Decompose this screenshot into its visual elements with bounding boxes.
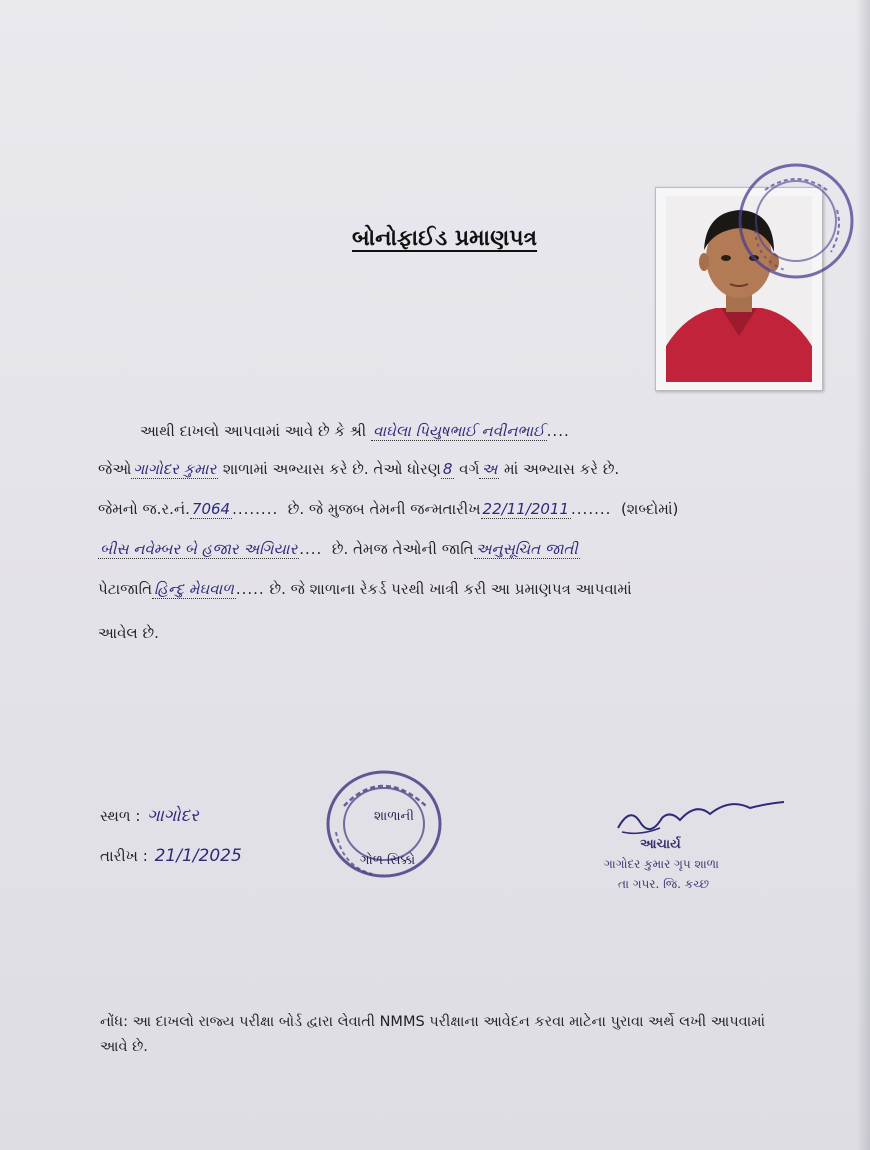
body-line-1: આથી દાખલો આપવામાં આવે છે કે શ્રી વાઘેલા પિયુષભાઈ નવીનભાઈ .... — [140, 422, 570, 440]
caste: અનુસૂચિત જાતી — [475, 540, 578, 558]
date-value: 21/1/2025 — [154, 846, 242, 866]
birth-date-words: બીસ નવેમ્બર બે હજાર અગિયાર — [100, 540, 298, 558]
place-value: ગાગોદર — [147, 806, 199, 826]
principal-signature-block — [600, 788, 800, 898]
sub-caste: હિન્દુ મેઘવાળ — [154, 580, 234, 598]
date-row: તારીખ : 21/1/2025 — [100, 846, 242, 866]
paper-edge-shadow — [856, 0, 870, 1150]
student-standard: 8 — [442, 460, 453, 478]
certificate-title: બોનોફાઈડ પ્રમાણપત્ર — [352, 226, 538, 251]
seal-text-line2: ગોળ સિક્કો — [360, 853, 416, 868]
body-line-6: આવેલ છે. — [98, 624, 159, 642]
place-row: સ્થળ : ગાગોદર — [100, 806, 199, 826]
principal-school: ગાગોદર કુમાર ગૃપ શાળા — [604, 857, 719, 871]
school-name: ગાગોદર કુમાર — [133, 460, 217, 478]
footnote: નોંધ: આ દાખલો રાજ્ય પરીક્ષા બોર્ડ દ્વારા લેવાતી NMMS પરીક્ષાના આવેદન કરવા માટેના પુરાવા અર્થે લખી આપવામાં આવે છે. — [100, 1014, 766, 1056]
body-line-5: પેટાજાતિ હિન્દુ મેઘવાળ ..... છે. જે શાળાના રેકર્ડ પરથી ખાત્રી કરી આ પ્રમાણપત્ર આપવામાં — [98, 580, 632, 598]
principal-title: આચાર્ય — [640, 837, 681, 852]
seal-text-line1: શાળાની — [374, 809, 414, 824]
principal-address: તા ગપર. જિ. કચ્છ — [618, 877, 709, 891]
student-name: વાઘેલા પિયુષભાઈ નવીનભાઈ — [372, 422, 545, 440]
principal-signature — [618, 802, 784, 829]
body-line-4: બીસ નવેમ્બર બે હજાર અગિયાર .... છે. તેમજ તેઓની જાતિ અનુસૂચિત જાતી — [100, 540, 578, 558]
body-line-3: જેમનો જ.ર.નં. 7064 ........ છે. જે મુજબ તેમની જન્મતારીખ 22/11/2011 ....... (શબ્દોમાં) — [98, 500, 679, 518]
school-round-seal — [322, 766, 452, 884]
body-line-2: જેઓ ગાગોદર કુમાર શાળામાં અભ્યાસ કરે છે. તેઓ ધોરણ 8 વર્ગ અ માં અભ્યાસ કરે છે. — [98, 460, 620, 478]
birth-date: 22/11/2011 — [482, 500, 570, 518]
school-stamp-top — [735, 160, 857, 282]
student-class: અ — [481, 460, 498, 478]
register-number: 7064 — [191, 500, 231, 518]
